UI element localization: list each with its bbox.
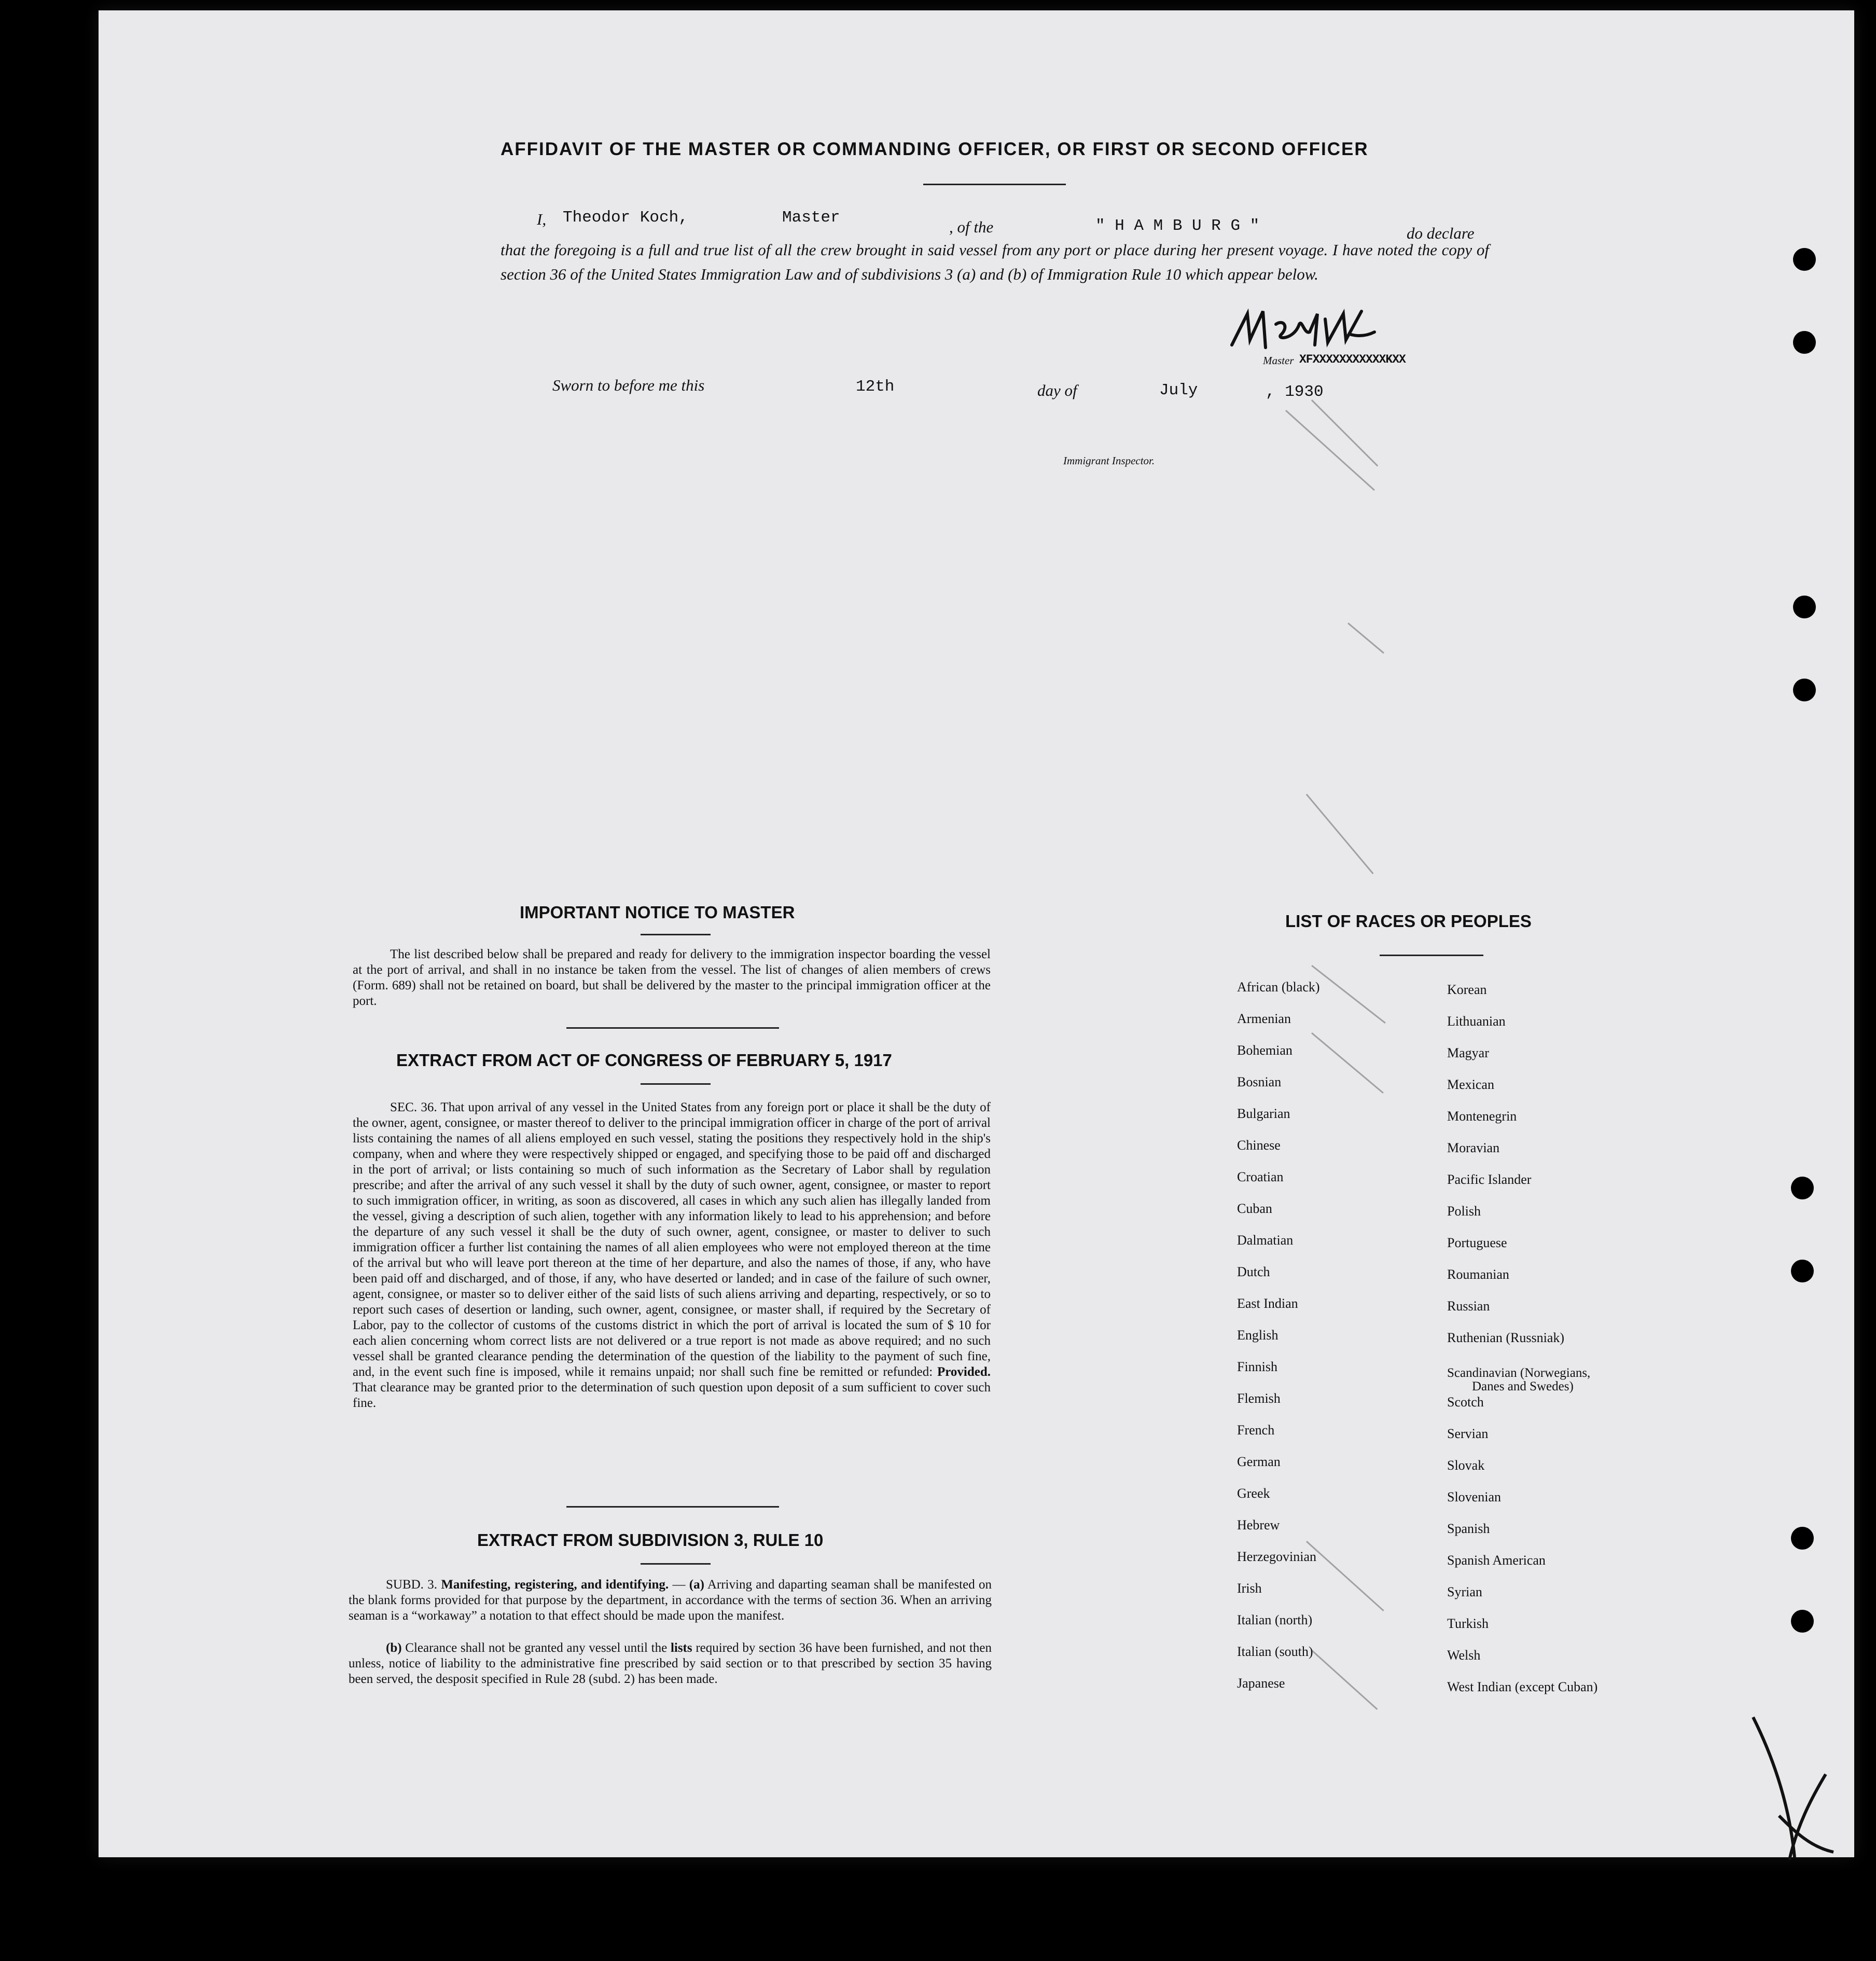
section-divider xyxy=(566,1027,779,1029)
race-item: Chinese xyxy=(1237,1138,1281,1153)
race-item: Montenegrin xyxy=(1447,1109,1517,1124)
rule-b-label: (b) xyxy=(386,1641,402,1655)
sworn-month: July xyxy=(1159,381,1198,399)
race-item: Bosnian xyxy=(1237,1074,1282,1089)
rule-b-body2: required by section 36 have been furnished, and not then unless, notice of liability to the administrative fine prescribed by said section or to that prescribed by section 35 having been served, the desposit specified in Rule 28 (subd. 2) has been made. xyxy=(349,1641,992,1686)
punch-hole xyxy=(1791,1527,1814,1550)
master-struck-text: XFXXXXXXXXXXXKXX xyxy=(1299,353,1406,366)
race-item: Herzegovinian xyxy=(1237,1549,1317,1564)
affidavit-body xyxy=(501,238,1489,286)
race-item: Turkish xyxy=(1447,1616,1489,1631)
rule-subd-b xyxy=(349,1640,992,1687)
race-item: German xyxy=(1237,1454,1281,1469)
punch-hole xyxy=(1793,331,1816,354)
do-declare-label: do declare xyxy=(1407,224,1475,242)
races-divider xyxy=(1380,955,1483,956)
race-item: Syrian xyxy=(1447,1584,1482,1599)
rule-a-label: (a) xyxy=(689,1578,704,1592)
race-item: Moravian xyxy=(1447,1140,1500,1155)
act-divider xyxy=(641,1083,711,1085)
of-the-label: , of the xyxy=(949,218,994,236)
rule-subd-a xyxy=(349,1577,992,1624)
race-item: French xyxy=(1237,1423,1275,1438)
race-item: African (black) xyxy=(1237,979,1320,995)
race-item: Danes and Swedes) xyxy=(1472,1379,1574,1393)
declarant-name: Theodor Koch, xyxy=(563,209,688,227)
race-item: Bohemian xyxy=(1237,1043,1293,1058)
act-title: EXTRACT FROM ACT OF CONGRESS OF FEBRUARY 5, 1917 xyxy=(396,1051,892,1070)
race-item: Portuguese xyxy=(1447,1235,1507,1250)
punch-hole xyxy=(1791,1610,1814,1633)
race-item: Armenian xyxy=(1237,1011,1291,1026)
affidavit-body-text: that the foregoing is a full and true list of all the crew brought in said vessel from any port or place during her present voyage. I have noted the copy of section 36 of the United States Immigration Law and of subdivisions 3 (a) and (b) of Immigration Rule 10 which appear below. xyxy=(501,241,1489,283)
pencil-x-mark xyxy=(1748,1712,1841,1862)
sworn-label: Sworn to before me this xyxy=(552,376,705,394)
punch-hole xyxy=(1793,596,1816,618)
rule-dash: — xyxy=(669,1578,689,1592)
race-item: Mexican xyxy=(1447,1077,1494,1092)
declarant-prefix: I, xyxy=(537,210,547,228)
section-divider xyxy=(566,1506,779,1508)
race-item: Flemish xyxy=(1237,1391,1281,1406)
rule-divider xyxy=(641,1563,711,1565)
race-item: Slovak xyxy=(1447,1458,1485,1473)
master-signature xyxy=(1227,303,1377,355)
sworn-day: 12th xyxy=(856,378,895,396)
notice-divider xyxy=(641,934,711,935)
race-item: East Indian xyxy=(1237,1296,1298,1311)
rule-a-body: Arriving and daparting seaman shall be manifested on the blank forms provided for that purpose by the department, in accordance with the terms of section 36. When an arriving seaman is a “workaway” a notation to that effect should be made upon the manifest. xyxy=(349,1578,992,1623)
rule-subd-heading: Manifesting, registering, and identifying. xyxy=(441,1578,669,1592)
race-item: Bulgarian xyxy=(1237,1106,1290,1121)
vessel-name: " H A M B U R G " xyxy=(1095,217,1260,235)
race-item: Ruthenian (Russniak) xyxy=(1447,1330,1565,1345)
sworn-year: , 1930 xyxy=(1266,383,1324,401)
punch-hole xyxy=(1793,679,1816,701)
race-item: Korean xyxy=(1447,982,1487,997)
race-item: Hebrew xyxy=(1237,1517,1280,1532)
act-body-text: SEC. 36. That upon arrival of any vessel in the United States from any foreign port or place it shall be the duty of the owner, agent, consignee, or master thereof to deliver to the principal immigration officer in charge of the port of arrival lists containing the names of all aliens employed en such vessel, stating the positions they respectively hold in the ship's company, when and where they were respectively shipped or engaged, and specifying those to be paid off and discharged in the port of arrival; or lists containing so much of such information as the Secretary of Labor shall by regulation prescribe; and after the arrival of any such vessel it shall by the duty of such owner, agent, consignee, or master to report to such immigration officer, in writing, as soon as discovered, all cases in which any such alien has illegally landed from the vessel, giving a description of such alien, together with any information likely to lead to his apprehension; and before the departure of any such vessel it shall be the duty of such owner, agent, consignee, or master to deliver to such immigration officer a further list containing the names of all alien employees who were not employed thereon at the time of the arrival but who will leave port thereon at the time of her departure, and also the names of those, if any, who have been paid off and discharged, and of those, if any, who have deserted or landed; and in case of the failure of such owner, agent, consignee, or master so to deliver either of the said lists of such aliens arriving and departing, respectively, or so to report such cases of desertion or landing, such owner, agent, consignee, or master shall, if required by the Secretary of Labor, pay to the collector of customs of the customs district in which the port of arrival is located the sum of $ 10 for each alien concerning whom correct lists are not delivered or a true report is not made as above required; and no such vessel shall be granted clearance pending the determination of the question of the liability to the payment of such fine, and, in the event such fine is imposed, while it remains unpaid; nor shall such fine be remitted or refunded: xyxy=(353,1100,991,1379)
rule-b-lists: lists xyxy=(670,1641,692,1655)
act-provided: Provided. xyxy=(937,1365,991,1379)
race-item: Cuban xyxy=(1237,1201,1272,1216)
notice-title: IMPORTANT NOTICE TO MASTER xyxy=(520,903,795,922)
race-item: Spanish American xyxy=(1447,1553,1546,1568)
race-item: Finnish xyxy=(1237,1359,1278,1374)
race-item: West Indian (except Cuban) xyxy=(1447,1679,1598,1694)
master-label: Master xyxy=(1263,354,1294,367)
race-item: Russian xyxy=(1447,1299,1490,1314)
race-item: Magyar xyxy=(1447,1045,1489,1060)
race-item: Dalmatian xyxy=(1237,1233,1294,1248)
rule-subd-prefix: SUBD. 3. xyxy=(386,1578,437,1592)
declarant-rank: Master xyxy=(782,209,840,227)
day-of-label: day of xyxy=(1037,381,1077,399)
race-item: Scotch xyxy=(1447,1394,1484,1410)
race-item: Greek xyxy=(1237,1486,1270,1501)
races-title: LIST OF RACES OR PEOPLES xyxy=(1285,912,1532,931)
race-item: Roumanian xyxy=(1447,1267,1509,1282)
rule-b-body1: Clearance shall not be granted any vessel until the xyxy=(405,1641,668,1655)
title-divider xyxy=(923,184,1066,185)
notice-body: The list described below shall be prepared and ready for delivery to the immigration inspector boarding the vessel at the port of arrival, and shall in no instance be taken from the vessel. The list of changes of alien members of crews (Form. 689) shall not be retained on board, but shall be delivered by the master to the principal immigration officer at the port. xyxy=(353,947,991,1008)
race-item: Italian (north) xyxy=(1237,1612,1313,1627)
race-item: Spanish xyxy=(1447,1521,1490,1536)
punch-hole xyxy=(1791,1177,1814,1199)
race-item: Irish xyxy=(1237,1581,1262,1596)
race-item: Japanese xyxy=(1237,1676,1285,1691)
affidavit-title: AFFIDAVIT OF THE MASTER OR COMMANDING OFFICER, OR FIRST OR SECOND OFFICER xyxy=(501,139,1369,159)
race-item: Pacific Islander xyxy=(1447,1172,1532,1187)
race-item: Dutch xyxy=(1237,1264,1270,1279)
punch-hole xyxy=(1793,248,1816,271)
race-item: Welsh xyxy=(1447,1648,1481,1663)
race-item: Croatian xyxy=(1237,1169,1284,1184)
punch-hole xyxy=(1791,1260,1814,1282)
act-body xyxy=(353,1100,991,1411)
inspector-label: Immigrant Inspector. xyxy=(1063,454,1155,467)
race-item: Servian xyxy=(1447,1426,1489,1441)
race-item: Polish xyxy=(1447,1204,1481,1219)
race-item: Slovenian xyxy=(1447,1489,1501,1504)
rule-title: EXTRACT FROM SUBDIVISION 3, RULE 10 xyxy=(477,1530,824,1550)
race-item: Italian (south) xyxy=(1237,1644,1313,1659)
race-item: English xyxy=(1237,1328,1279,1343)
race-item: Lithuanian xyxy=(1447,1014,1506,1029)
race-item: Scandinavian (Norwegians, xyxy=(1447,1366,1591,1380)
act-body-end: That clearance may be granted prior to the determination of such question upon deposit of a sum sufficient to cover such fine. xyxy=(353,1380,991,1410)
